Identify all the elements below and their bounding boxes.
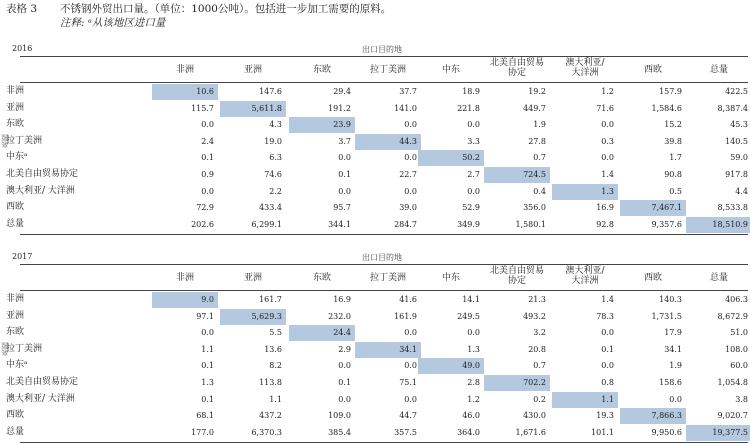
table-cell: 0.0 (601, 361, 614, 371)
destination-label: 出口目的地 (362, 253, 402, 262)
table-cell: 493.2 (523, 311, 546, 321)
column-header: 非洲 (175, 273, 194, 283)
table-cell: 101.1 (591, 427, 614, 437)
table-cell: 13.6 (264, 344, 282, 354)
table-cell: 2.8 (467, 378, 480, 387)
table-cell: 249.5 (457, 311, 480, 321)
table-cell: 59.0 (730, 153, 748, 163)
table-cell: 44.7 (399, 411, 417, 421)
column-header: 西欧 (643, 65, 662, 75)
table-cell: 10.6 (152, 84, 218, 100)
table-cell: 21.3 (528, 295, 546, 304)
table-cell: 44.3 (355, 134, 421, 150)
table-cell: 177.0 (191, 427, 214, 437)
table-cell: 140.3 (659, 295, 682, 304)
table-cell: 27.8 (528, 136, 546, 146)
table-cell: 9,357.6 (651, 219, 682, 229)
table-cell: 0.7 (533, 153, 546, 163)
table-cell: 0.1 (338, 378, 351, 387)
table-cell: 2.2 (269, 186, 282, 196)
row-label: 拉丁美洲 (6, 135, 43, 146)
table-cell: 45.3 (730, 120, 748, 130)
table-cell: 15.2 (664, 120, 682, 130)
table-cell: 702.2 (484, 375, 550, 391)
export-table-2016 (0, 44, 750, 234)
table-cell: 917.8 (725, 170, 748, 179)
table-cell: 14.1 (462, 295, 480, 304)
table-cell: 3.7 (338, 136, 351, 146)
column-header: 北美自由贸易 协定 (489, 58, 544, 78)
table-cell: 5.5 (269, 328, 282, 338)
table-cell: 1.1 (269, 394, 282, 404)
table-cell: 115.7 (191, 103, 214, 113)
table-cell: 433.4 (259, 203, 282, 213)
table-cell: 141.0 (394, 103, 417, 113)
row-label: 东欧 (6, 119, 25, 130)
table-cell: 2.4 (201, 136, 214, 146)
table-cell: 0.7 (533, 361, 546, 371)
table-year: 2016 (12, 44, 33, 53)
table-cell: 147.6 (259, 87, 282, 96)
table-cell: 430.0 (523, 411, 546, 421)
table-cell: 364.0 (457, 427, 480, 437)
table-cell: 0.1 (201, 153, 214, 163)
row-label: 西欧 (6, 202, 25, 213)
table-cell: 6.3 (269, 153, 282, 163)
table-cell: 1.7 (669, 153, 682, 163)
table-cell: 18,510.9 (686, 217, 750, 233)
row-label: 总量 (6, 218, 25, 229)
table-cell: 0.1 (201, 394, 214, 404)
rule-top (20, 56, 748, 57)
row-label: 澳大利亚/ 大洋洲 (6, 393, 75, 404)
table-cell: 108.0 (725, 344, 748, 354)
table-cell: 1.2 (601, 87, 614, 96)
row-label: 拉丁美洲 (6, 343, 43, 354)
table-cell: 19.2 (528, 87, 546, 96)
table-cell: 191.2 (328, 103, 351, 113)
table-cell: 0.0 (338, 186, 351, 196)
table-cell: 90.8 (664, 170, 682, 179)
source-label: 来源 (1, 342, 9, 356)
column-header: 中东 (441, 65, 460, 75)
table-cell: 344.1 (328, 219, 351, 229)
table-cell: 0.0 (669, 394, 682, 404)
column-header: 澳大利亚/ 大洋洲 (565, 266, 605, 286)
table-cell: 0.8 (601, 378, 614, 387)
column-header: 总量 (709, 65, 728, 75)
column-header: 澳大利亚/ 大洋洲 (565, 58, 605, 78)
table-cell: 0.3 (601, 136, 614, 146)
table-cell: 1.4 (601, 295, 614, 304)
table-cell: 60.0 (730, 361, 748, 371)
table-cell: 158.6 (659, 378, 682, 387)
row-label: 非洲 (6, 294, 25, 304)
table-cell: 1.9 (669, 361, 682, 371)
table-cell: 9,020.7 (717, 411, 748, 421)
table-cell: 8,387.4 (717, 103, 748, 113)
table-cell: 1,731.5 (651, 311, 682, 321)
caption-note: 注释: ᵃ从该地区进口量 (60, 17, 166, 29)
table-cell: 68.1 (196, 411, 214, 421)
column-header: 亚洲 (243, 273, 262, 283)
table-cell: 161.9 (394, 311, 417, 321)
destination-label: 出口目的地 (362, 45, 402, 54)
table-cell: 72.9 (196, 203, 214, 213)
table-cell: 6,299.1 (251, 219, 282, 229)
table-cell: 16.9 (596, 203, 614, 213)
table-cell: 0.0 (404, 361, 417, 371)
table-cell: 0.0 (601, 153, 614, 163)
table-cell: 1,580.1 (515, 219, 546, 229)
table-cell: 37.7 (399, 87, 417, 96)
table-cell: 724.5 (484, 167, 550, 183)
row-label: 总量 (6, 426, 25, 437)
table-cell: 449.7 (523, 103, 546, 113)
table-cell: 20.8 (528, 344, 546, 354)
table-cell: 1.2 (467, 394, 480, 404)
table-cell: 8,672.9 (717, 311, 748, 321)
table-cell: 9.0 (152, 292, 218, 308)
table-cell: 24.4 (289, 325, 355, 341)
table-cell: 6,370.3 (251, 427, 282, 437)
table-cell: 0.1 (338, 170, 351, 179)
row-label: 中东ᵃ (6, 360, 28, 371)
table-cell: 22.7 (399, 170, 417, 179)
table-cell: 19.0 (264, 136, 282, 146)
row-label: 亚洲 (6, 310, 25, 321)
table-cell: 49.0 (418, 358, 484, 374)
row-label: 北美自由贸易协定 (6, 377, 79, 387)
table-cell: 41.6 (399, 295, 417, 304)
table-cell: 0.0 (404, 394, 417, 404)
table-cell: 0.0 (404, 153, 417, 163)
table-cell: 19.3 (596, 411, 614, 421)
table-cell: 1.1 (552, 392, 618, 408)
table-cell: 140.5 (725, 136, 748, 146)
table-cell: 1,584.6 (651, 103, 682, 113)
table-cell: 23.9 (289, 117, 355, 133)
row-label: 西欧 (6, 410, 25, 421)
table-cell: 9,950.6 (651, 427, 682, 437)
table-cell: 0.0 (201, 120, 214, 130)
table-cell: 0.0 (601, 120, 614, 130)
table-cell: 0.0 (201, 328, 214, 338)
column-header: 非洲 (175, 65, 194, 75)
table-cell: 74.6 (264, 170, 282, 179)
table-cell: 0.9 (201, 170, 214, 179)
table-cell: 8.2 (269, 361, 282, 371)
table-cell: 29.4 (333, 87, 351, 96)
column-header: 中东 (441, 273, 460, 283)
table-cell: 0.1 (201, 361, 214, 371)
rule-header (20, 82, 748, 83)
table-cell: 52.9 (462, 203, 480, 213)
table-cell: 19,377.5 (686, 425, 750, 441)
table-cell: 7,866.3 (620, 408, 686, 424)
table-cell: 7,467.1 (620, 200, 686, 216)
table-cell: 2.7 (467, 170, 480, 179)
column-header: 亚洲 (243, 65, 262, 75)
table-cell: 385.4 (328, 427, 351, 437)
table-cell: 2.9 (338, 344, 351, 354)
table-cell: 50.2 (418, 150, 484, 166)
table-cell: 0.0 (338, 394, 351, 404)
table-cell: 113.8 (259, 378, 282, 387)
column-header: 东欧 (312, 273, 331, 283)
table-cell: 3.3 (467, 136, 480, 146)
table-cell: 0.0 (467, 186, 480, 196)
caption-title: 不锈钢外贸出口量。（单位：1000公吨）。包括进一步加工需要的原料。 (60, 3, 392, 15)
row-label: 亚洲 (6, 102, 25, 113)
table-cell: 34.1 (664, 344, 682, 354)
table-cell: 0.2 (533, 394, 546, 404)
column-header: 拉丁美洲 (369, 273, 406, 283)
table-cell: 357.5 (394, 427, 417, 437)
table-cell: 221.8 (457, 103, 480, 113)
table-cell: 157.9 (659, 87, 682, 96)
table-cell: 109.0 (328, 411, 351, 421)
table-cell: 18.9 (462, 87, 480, 96)
table-cell: 1.3 (467, 344, 480, 354)
table-cell: 4.4 (735, 186, 748, 196)
table-cell: 0.4 (533, 186, 546, 196)
source-label: 来源 (1, 134, 9, 148)
table-cell: 3.2 (533, 328, 546, 338)
table-cell: 406.3 (725, 295, 748, 304)
column-header: 总量 (709, 273, 728, 283)
table-cell: 0.0 (338, 361, 351, 371)
table-cell: 161.7 (259, 295, 282, 304)
table-cell: 1.9 (533, 120, 546, 130)
table-year: 2017 (12, 252, 33, 261)
table-cell: 75.1 (399, 378, 417, 387)
table-cell: 4.3 (269, 120, 282, 130)
table-cell: 1.1 (201, 344, 214, 354)
rule-bottom (20, 234, 748, 235)
rule-header (20, 290, 748, 291)
table-cell: 1,054.8 (717, 378, 748, 387)
table-cell: 39.8 (664, 136, 682, 146)
table-cell: 0.0 (404, 328, 417, 338)
table-cell: 437.2 (259, 411, 282, 421)
column-header: 西欧 (643, 273, 662, 283)
table-cell: 1.4 (601, 170, 614, 179)
rule-top (20, 264, 748, 265)
row-label: 东欧 (6, 327, 25, 338)
table-cell: 78.3 (596, 311, 614, 321)
table-cell: 0.0 (601, 328, 614, 338)
column-header: 拉丁美洲 (369, 65, 406, 75)
table-cell: 8,533.8 (717, 203, 748, 213)
column-header: 北美自由贸易 协定 (489, 266, 544, 286)
table-cell: 92.8 (596, 219, 614, 229)
table-cell: 349.9 (457, 219, 480, 229)
table-cell: 0.0 (467, 120, 480, 130)
table-cell: 1.3 (201, 378, 214, 387)
table-cell: 95.7 (333, 203, 351, 213)
table-cell: 202.6 (191, 219, 214, 229)
table-cell: 3.8 (735, 394, 748, 404)
table-cell: 97.1 (196, 311, 214, 321)
table-cell: 5,629.3 (220, 309, 286, 325)
table-cell: 46.0 (462, 411, 480, 421)
table-cell: 0.0 (467, 328, 480, 338)
table-cell: 1,671.6 (515, 427, 546, 437)
table-cell: 1.3 (552, 184, 618, 200)
table-cell: 34.1 (355, 342, 421, 358)
table-cell: 71.6 (596, 103, 614, 113)
row-label: 中东ᵃ (6, 152, 28, 163)
caption-label: 表格 3 (6, 3, 38, 15)
table-cell: 0.0 (404, 120, 417, 130)
table-cell: 0.0 (404, 186, 417, 196)
row-label: 北美自由贸易协定 (6, 169, 79, 179)
table-cell: 422.5 (725, 87, 748, 96)
column-header: 东欧 (312, 65, 331, 75)
row-label: 澳大利亚/ 大洋洲 (6, 185, 75, 196)
row-label: 非洲 (6, 86, 25, 96)
table-cell: 0.0 (338, 153, 351, 163)
table-cell: 284.7 (394, 219, 417, 229)
table-cell: 0.1 (601, 344, 614, 354)
export-table-2017 (0, 252, 750, 442)
table-cell: 17.9 (664, 328, 682, 338)
table-cell: 232.0 (328, 311, 351, 321)
table-cell: 16.9 (333, 295, 351, 304)
table-cell: 356.0 (523, 203, 546, 213)
table-cell: 0.5 (669, 186, 682, 196)
table-cell: 39.0 (399, 203, 417, 213)
table-cell: 0.0 (201, 186, 214, 196)
table-cell: 5,611.8 (220, 101, 286, 117)
table-cell: 51.0 (730, 328, 748, 338)
